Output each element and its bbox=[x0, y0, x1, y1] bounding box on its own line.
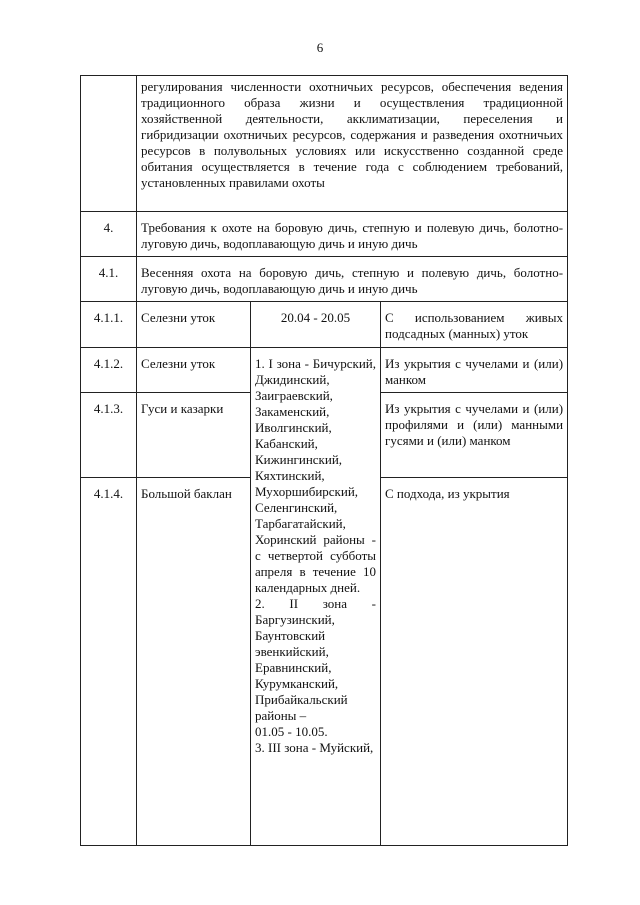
row-number-cell: 4.1. bbox=[81, 257, 137, 302]
subsection-heading: Весенняя охота на боровую дичь, степную и полевую дичь, болотно-луговую дичь, водоплавающую дичь и иную дичь bbox=[137, 257, 568, 302]
species-cell: Гуси и казарки bbox=[137, 393, 251, 478]
row-number-cell: 4.1.1. bbox=[81, 302, 137, 348]
row-number-cell bbox=[81, 76, 137, 212]
row-number-cell: 4.1.2. bbox=[81, 348, 137, 393]
row-number-cell: 4.1.3. bbox=[81, 393, 137, 478]
hunting-zones-cell: 1. I зона - Бичурский, Джидинский, Заиграевский, Закаменский, Иволгинский, Кабанский, Кижингинский, Кяхтинский, Мухоршибирский, Селенгинский, Тарбагатайский, Хоринский районы - с четвертой субботы апреля в течение 10 календарных дней. 2. II зона - Баргузинский, Баунтовский эвенкийский, Еравнинский, Курумканский, Прибайкальский районы – 01.05 - 10.05. 3. III зона - Муйский, bbox=[251, 348, 381, 846]
table-row bbox=[81, 76, 568, 212]
page-number: 6 bbox=[316, 40, 324, 55]
species-cell: Селезни уток bbox=[137, 302, 251, 348]
method-cell: С использованием живых подсадных (манных) уток bbox=[381, 302, 568, 348]
species-cell: Большой баклан bbox=[137, 478, 251, 846]
hunting-requirements-table bbox=[80, 75, 568, 846]
method-cell: Из укрытия с чучелами и (или) манком bbox=[381, 348, 568, 393]
section-heading: Требования к охоте на боровую дичь, степную и полевую дичь, болотно-луговую дичь, водоплавающую дичь и иную дичь bbox=[137, 212, 568, 257]
method-cell: С подхода, из укрытия bbox=[381, 478, 568, 846]
table-row bbox=[81, 348, 568, 393]
row-number-cell: 4.1.4. bbox=[81, 478, 137, 846]
table-row bbox=[81, 212, 568, 257]
continuation-text: регулирования численности охотничьих ресурсов, обеспечения ведения традиционного образа жизни и осуществления традиционной хозяйственной деятельности, акклиматизации, переселения и гибридизации охотничьих ресурсов, содержания и разведения охотничьих ресурсов в полувольных условиях или искусственно созданной среде обитания осуществляется в течение года с соблюдением требований, установленных правилами охоты bbox=[137, 76, 568, 212]
table-row bbox=[81, 257, 568, 302]
row-number-cell: 4. bbox=[81, 212, 137, 257]
species-cell: Селезни уток bbox=[137, 348, 251, 393]
dates-cell: 20.04 - 20.05 bbox=[251, 302, 381, 348]
table-row bbox=[81, 302, 568, 348]
method-cell: Из укрытия с чучелами и (или) профилями и (или) манными гусями и (или) манком bbox=[381, 393, 568, 478]
